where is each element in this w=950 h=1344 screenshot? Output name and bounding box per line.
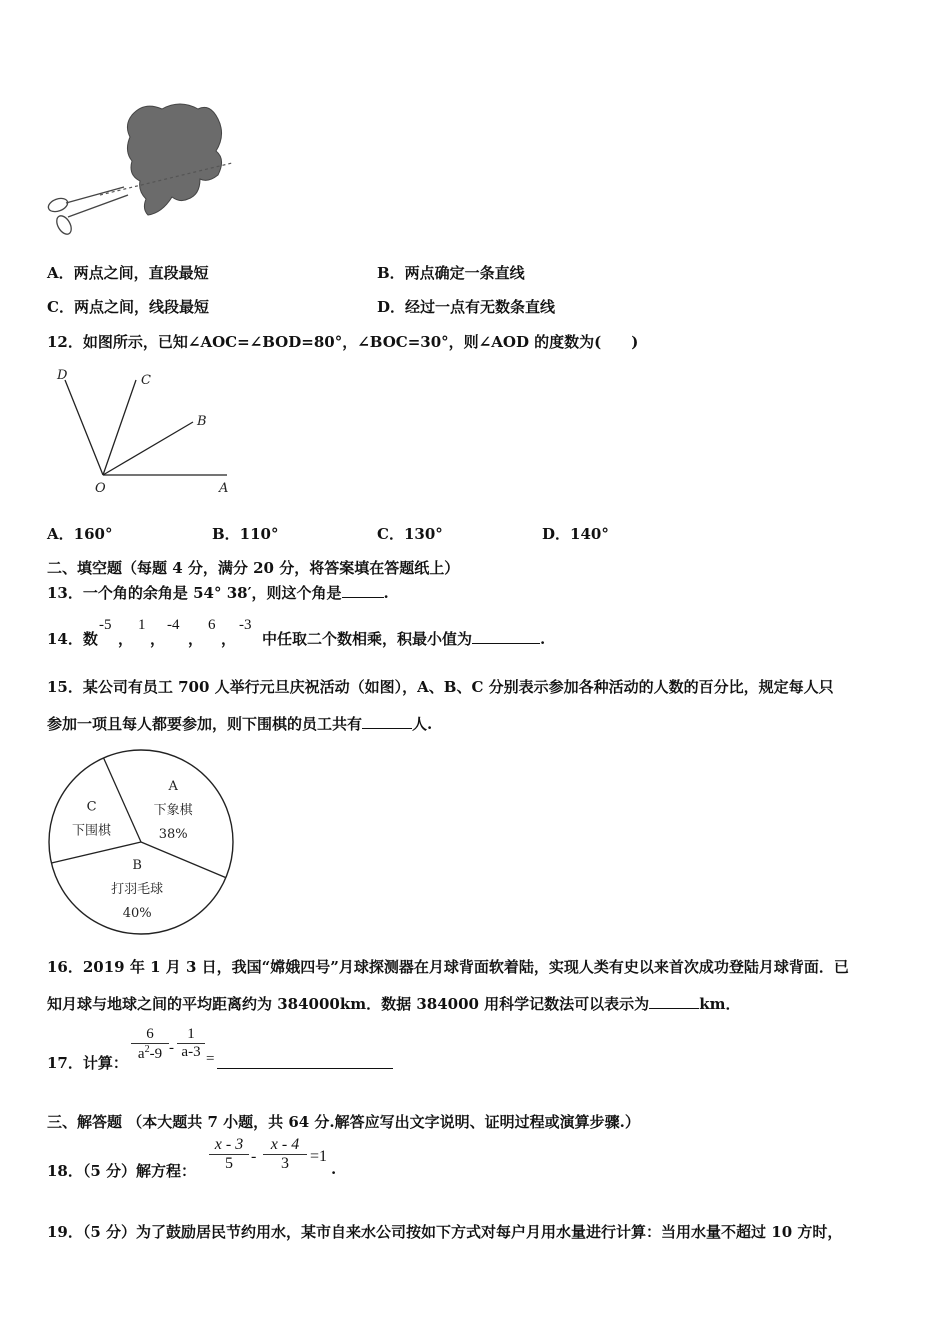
leaf-scissors-figure [40, 95, 240, 245]
q14-number-2: 1 [138, 617, 146, 633]
q11-option-c: C．两点之间，线段最短 [47, 298, 209, 316]
q17-frac1-numerator: 6 [131, 1026, 169, 1044]
ray-od [65, 380, 103, 475]
q14-end: . [540, 630, 546, 648]
q17-fraction-1 [131, 1026, 169, 1063]
q12-text: 12．如图所示，已知∠AOC=∠BOD=80°，∠BOC=30°，则∠AOD 的度数为( ) [47, 333, 639, 351]
q16-line1: 16．2019 年 1 月 3 日，我国“嫦娥四号”月球探测器在月球背面软着陆，实现人类有史以来首次成功登陆月球背面．已 [47, 958, 849, 976]
pie-slice-b-label-2: 40% [122, 905, 152, 921]
pie-slice-b-label-1: 打羽毛球 [111, 881, 164, 897]
q17-minus: - [169, 1040, 174, 1056]
q14-middle: 中任取二个数相乘，积最小值为 [262, 630, 473, 648]
scissors-icon [47, 187, 128, 237]
q15-line2-end: 人. [412, 715, 433, 733]
q18-rhs: =1 [310, 1148, 328, 1165]
angle-diagram [45, 362, 245, 502]
leaf-shape [127, 104, 221, 215]
q18-fraction-2 [263, 1136, 307, 1173]
q17-den-exp: 2 [144, 1044, 150, 1055]
q12-option-b: B．110° [212, 525, 279, 543]
q11-option-a: A．两点之间，直段最短 [47, 264, 209, 282]
q13-end: . [383, 584, 389, 602]
q17-prefix: 17．计算： [47, 1054, 128, 1072]
label-a: A [219, 481, 229, 496]
pie-slice-c-label-1: 下围棋 [72, 823, 112, 839]
q14-comma-1: ， [118, 630, 134, 648]
q14-prefix: 14．数 [47, 630, 98, 648]
q11-option-d: D．经过一点有无数条直线 [377, 298, 556, 316]
pie-chart [40, 748, 240, 936]
q12-option-c: C．130° [377, 525, 443, 543]
q13-answer-blank [342, 583, 384, 598]
q17-den-a: a [137, 1046, 145, 1062]
label-o: O [95, 481, 106, 496]
q13 [47, 582, 389, 603]
q14-answer-blank [472, 629, 540, 644]
q18-frac2-numerator: x - 4 [263, 1136, 307, 1155]
q11-option-b: B．两点确定一条直线 [377, 264, 525, 282]
q17-frac2-numerator: 1 [177, 1026, 205, 1044]
q14-number-4: 6 [208, 617, 216, 633]
q14-comma-2: ， [150, 630, 166, 648]
pie-slice-a-label-2: 38% [158, 827, 188, 843]
label-b: B [197, 414, 207, 429]
q19-text: 19．（5 分）为了鼓励居民节约用水，某市自来水公司按如下方式对每户月用水量进行计算：当用水量不超过 10 方时， [47, 1223, 843, 1241]
q18-frac2-denominator: 3 [281, 1155, 289, 1172]
section3-title: 三、解答题 （本大题共 7 小题，共 64 分.解答应写出文字说明、证明过程或演算步骤.） [47, 1113, 640, 1131]
q15-line2 [47, 713, 432, 734]
q16-line2 [47, 993, 740, 1014]
section2-title: 二、填空题（每题 4 分，满分 20 分，将答案填在答题纸上） [47, 559, 460, 577]
pie-slice-a-label-1: 下象棋 [153, 803, 193, 819]
q18-end: . [331, 1160, 337, 1178]
q13-text: 13．一个角的余角是 54° 38′，则这个角是 [47, 584, 342, 602]
q17-den-b: -9 [149, 1046, 163, 1062]
q18-minus: - [251, 1148, 257, 1165]
pie-slice-a-label-0: A [168, 779, 178, 795]
q14-number-3: -4 [167, 617, 180, 633]
q17-frac1-denominator [131, 1044, 169, 1063]
q14-comma-3: ， [188, 630, 204, 648]
q16-line2-end: km． [699, 995, 741, 1013]
ray-oc [103, 380, 136, 475]
q17-frac2-denominator: a-3 [181, 1044, 201, 1060]
q15-answer-blank [362, 714, 412, 729]
q18-frac1-denominator: 5 [225, 1155, 233, 1172]
q18-frac1-numerator: x - 3 [209, 1136, 249, 1155]
q18-fraction-1 [209, 1136, 249, 1173]
pie-slice-c-label-0: C [86, 799, 97, 815]
label-c: C [141, 373, 151, 388]
q17-fraction-2 [177, 1026, 205, 1061]
ray-ob [103, 422, 193, 475]
pie-divider [51, 842, 141, 863]
pie-divider [141, 842, 226, 878]
q16-answer-blank [649, 994, 699, 1009]
q16-line2-prefix: 知月球与地球之间的平均距离约为 384000km．数据 384000 用科学记数法可以表示为 [47, 995, 650, 1013]
q12-option-d: D．140° [542, 525, 609, 543]
q14-comma-4: ， [221, 630, 237, 648]
label-d: D [57, 368, 68, 383]
q17-answer-blank [217, 1068, 393, 1069]
q15-line2-prefix: 参加一项且每人都要参加，则下围棋的员工共有 [47, 715, 363, 733]
pie-slice-b-label-0: B [132, 857, 142, 873]
q15-line1: 15．某公司有员工 700 人举行元旦庆祝活动（如图），A、B、C 分别表示参加各种活动的人数的百分比，规定每人只 [47, 678, 834, 696]
q14-number-1: -5 [99, 617, 112, 633]
q12-option-a: A．160° [47, 525, 113, 543]
q14-number-5: -3 [239, 617, 252, 633]
q18-prefix: 18．（5 分）解方程： [47, 1162, 197, 1180]
q17-equals: = [206, 1051, 215, 1067]
q14-body [262, 628, 545, 649]
